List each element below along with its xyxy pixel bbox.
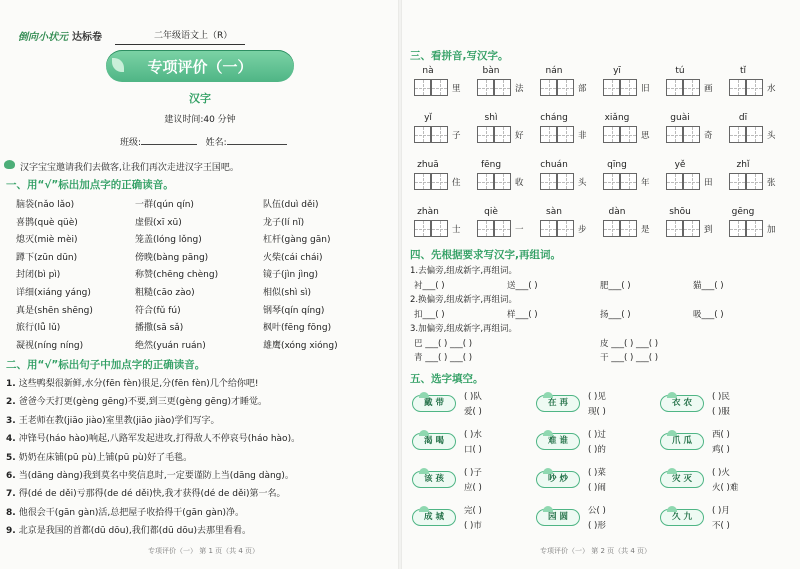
pronunciation-item[interactable]: 封闭(bì pì) [16,270,61,281]
header-line [115,44,245,45]
sentence-item [6,394,267,407]
pronunciation-item[interactable]: 蹲下(zūn dūn) [16,252,78,263]
intro-text: 汉字宝宝邀请我们去做客,让我们再次走进汉字王国吧。 [20,163,239,173]
writing-box[interactable] [557,126,574,143]
question-number: 2. [6,397,16,408]
char-label: 头 [578,178,587,188]
class-label: 班级: [120,138,142,148]
sentence-text[interactable]: 他很会干(gān gàn)活,总把屋子收拾得干(gān gàn)净。 [18,507,245,518]
fill-blank[interactable]: ( )过 [588,430,606,440]
fill-blank[interactable]: ( )菜 [588,468,606,478]
writing-box[interactable] [620,173,637,190]
writing-box[interactable] [683,79,700,96]
logo-subtitle: 达标卷 [72,32,102,43]
pinyin-label: tú [675,66,685,76]
char-label: 年 [641,178,650,188]
sentence-text[interactable]: 王老师在教(jiāo jiào)室里教(jiāo jiào)学们写字。 [18,415,220,426]
writing-box[interactable] [603,220,620,237]
writing-box[interactable] [746,220,763,237]
pronunciation-item[interactable]: 虚假(xī xū) [135,217,182,228]
pronunciation-item[interactable]: 钢琴(qín qíng) [263,305,325,316]
pinyin-label: yǐ [424,113,432,123]
writing-box[interactable] [557,220,574,237]
page-title: 专项评价（一） [147,58,253,76]
pronunciation-item[interactable]: 称赞(chēng chèng) [135,270,219,281]
instruction-text: 3.加偏旁,组成新字,再组词。 [410,324,518,334]
char-label: 一 [515,225,524,235]
char-label: 旧 [641,84,650,94]
word-pair-cloud: 灾 灭 [660,471,704,488]
word-pair-cloud: 在 再 [536,395,580,412]
fill-blank[interactable]: ( )见 [588,392,606,402]
char-label: 里 [452,84,461,94]
section3-title: 三、看拼音,写汉字。 [410,50,509,62]
pinyin-label: zhǐ [736,160,750,170]
pinyin-label: shì [484,113,498,123]
word-pair-cloud: 园 圆 [536,509,580,526]
question-number: 9. [6,526,16,537]
writing-box[interactable] [431,79,448,96]
pronunciation-item[interactable]: 熄灭(miè mèi) [16,235,78,246]
fill-blank[interactable]: 应( ) [464,483,482,493]
pinyin-label: shōu [669,207,691,217]
word-pair-cloud: 成 城 [412,509,456,526]
pinyin-label: zhuā [417,160,439,170]
pinyin-label: chuán [540,160,568,170]
word-blank[interactable]: 送___( ) [507,281,538,291]
writing-box[interactable] [603,173,620,190]
char-label: 张 [767,178,776,188]
pronunciation-item[interactable]: 符合(fǔ fú) [135,305,181,316]
word-pair-cloud: 戴 带 [412,395,456,412]
pronunciation-item[interactable]: 绝然(yuán ruán) [135,340,206,351]
word-blank[interactable]: 扬___( ) [600,310,631,320]
sentence-item [6,505,244,518]
question-number: 3. [6,415,16,426]
char-label: 画 [704,84,713,94]
writing-box[interactable] [431,126,448,143]
writing-box[interactable] [620,126,637,143]
writing-box[interactable] [494,220,511,237]
sentence-text[interactable]: 得(dé de děi)亏那得(de dé děi)快,我才获得(dé de děi)第一名。 [18,489,286,500]
sentence-item [6,450,192,463]
writing-box[interactable] [729,79,746,96]
pinyin-label: xiǎng [604,113,630,123]
writing-box[interactable] [540,126,557,143]
pinyin-label: qiè [484,207,498,217]
writing-box[interactable] [494,79,511,96]
writing-box[interactable] [746,173,763,190]
writing-box[interactable] [557,173,574,190]
sentence-text[interactable]: 当(dāng dàng)我到莫名中奖信息时,一定要谨防上当(dāng dàng)。 [18,471,294,481]
section2-title: 二、用“√”标出句子中加点字的正确读音。 [6,359,206,371]
pronunciation-item[interactable]: 队伍(duì děi) [263,200,319,210]
word-pair-cloud: 吵 炒 [536,471,580,488]
fill-blank[interactable]: ( )市 [464,521,482,531]
writing-box[interactable] [746,79,763,96]
char-label: 部 [578,84,587,94]
pronunciation-item[interactable]: 镜子(jìn jìng) [263,270,319,281]
fill-blank[interactable]: ( )民 [712,392,730,402]
writing-box[interactable] [477,126,494,143]
char-label: 水 [767,84,776,94]
writing-box[interactable] [431,220,448,237]
word-pair-cloud: 渴 喝 [412,433,456,450]
pronunciation-item[interactable]: 笼盖(lóng lǒng) [135,235,202,246]
fill-blank[interactable]: ( )的 [588,445,606,455]
writing-box[interactable] [557,79,574,96]
section1-title: 一、用“√”标出加点字的正确读音。 [6,179,174,191]
writing-box[interactable] [414,173,431,190]
pinyin-label: gēng [731,207,755,217]
fill-blank[interactable]: ( )形 [588,521,606,531]
char-label: 田 [704,178,713,188]
char-label: 法 [515,84,524,94]
question-number: 5. [6,452,16,463]
pinyin-label: zhàn [417,207,439,217]
logo: 倒向小状元 [18,32,68,43]
char-label: 是 [641,225,650,235]
writing-box[interactable] [414,79,431,96]
writing-box[interactable] [414,126,431,143]
word-blank[interactable]: 扣___( ) [414,310,445,320]
char-label: 到 [704,225,713,235]
writing-box[interactable] [666,126,683,143]
fill-blank[interactable]: 火( )难 [712,483,739,493]
word-blank[interactable]: 吸___( ) [693,310,724,320]
pronunciation-item[interactable]: 雄鹰(xóng xióng) [263,340,338,351]
footer-right: 专项评价（一） 第 2 页（共 4 页） [540,547,652,555]
pinyin-label: bàn [482,66,500,76]
char-label: 收 [515,178,524,188]
writing-box[interactable] [477,173,494,190]
fill-blank[interactable]: 公( ) [588,506,606,516]
word-blank[interactable]: 衬___( ) [414,281,445,291]
fill-blank[interactable]: ( )闹 [588,483,606,493]
char-label: 步 [578,225,587,235]
sentence-text[interactable]: 奶奶在床铺(pū pù)上铺(pū pù)好了毛毯。 [18,452,193,463]
instruction-text: 1.去偏旁,组成新字,再组词。 [410,266,518,276]
word-pair-cloud: 衣 农 [660,395,704,412]
pinyin-label: sàn [546,207,562,217]
pinyin-label: nà [422,66,434,76]
pinyin-label: dī [738,113,748,123]
grade-label: 二年级语文上（R） [154,31,233,41]
question-number: 7. [6,489,16,500]
pronunciation-item[interactable]: 火柴(cái chái) [263,252,323,263]
page-fold [398,0,402,569]
pronunciation-item[interactable]: 播撒(sā sǎ) [135,323,184,334]
word-pair-cloud: 难 谁 [536,433,580,450]
word-pair-cloud: 该 孩 [412,471,456,488]
char-label: 加 [767,225,776,235]
word-pair-cloud: 爪 瓜 [660,433,704,450]
word-blank[interactable]: 青 ___( ) ___( ) [414,353,473,363]
footer-left: 专项评价（一） 第 1 页（共 4 页） [148,547,260,555]
sentence-item [6,413,220,426]
pronunciation-item[interactable]: 旅行(lǚ lǔ) [16,323,61,334]
pinyin-label: nán [545,66,563,76]
writing-box[interactable] [683,220,700,237]
char-label: 非 [578,131,587,141]
pronunciation-item[interactable]: 脑袋(nǎo lǎo) [16,200,75,210]
fill-blank[interactable]: 鸡( ) [712,445,730,455]
pronunciation-item[interactable]: 杠杆(gàng gān) [263,235,331,246]
char-label: 住 [452,178,461,188]
char-label: 士 [452,225,461,235]
question-number: 1. [6,379,16,389]
char-label: 思 [641,131,650,141]
pronunciation-item[interactable]: 详细(xiáng yáng) [16,288,91,298]
word-blank[interactable]: 巴 ___( ) ___( ) [414,339,473,349]
pinyin-label: fēng [480,160,502,170]
pinyin-label: yě [674,160,686,170]
fill-blank[interactable]: ( )服 [712,407,730,417]
writing-box[interactable] [666,79,683,96]
page-subtitle: 汉字 [189,92,211,105]
pronunciation-item[interactable]: 凝视(níng níng) [16,340,84,351]
sentence-text[interactable]: 冲锋号(háo hào)响起,八路军发起进攻,打得敌人不停哀号(háo hào)。 [18,434,301,445]
name-label: 姓名: [205,138,227,148]
pinyin-label: cháng [540,113,568,123]
pronunciation-item[interactable]: 龙子(lí nǐ) [263,217,305,228]
pinyin-label: dàn [608,207,626,217]
class-field[interactable] [141,136,197,145]
char-label: 好 [515,131,524,141]
sentence-item [6,431,300,444]
sentence-text[interactable]: 爸爸今天打更(gèng gēng)不要,到三更(gèng gēng)才睡觉。 [18,397,267,408]
name-row [120,135,287,148]
pinyin-label: guài [670,113,690,123]
sentence-item [6,376,258,389]
writing-box[interactable] [620,79,637,96]
writing-box[interactable] [666,220,683,237]
fill-blank[interactable]: 口( ) [464,445,482,455]
writing-box[interactable] [729,220,746,237]
char-label: 奇 [704,131,713,141]
pinyin-label: qīng [607,160,627,170]
writing-box[interactable] [666,173,683,190]
fill-blank[interactable]: ( )月 [712,506,730,516]
char-label: 子 [452,131,461,141]
fill-blank[interactable]: 爱( ) [464,407,482,417]
writing-box[interactable] [729,126,746,143]
fill-blank[interactable]: 不( ) [712,521,730,531]
word-pair-cloud: 久 九 [660,509,704,526]
pronunciation-item[interactable]: 粗糙(cāo zào) [135,288,195,298]
writing-box[interactable] [414,220,431,237]
writing-box[interactable] [431,173,448,190]
fill-blank[interactable]: ( )子 [464,468,482,478]
instruction-text: 2.换偏旁,组成新字,再组词。 [410,295,518,305]
word-blank[interactable]: 皮 ___( ) ___( ) [600,339,659,349]
fill-blank[interactable]: ( )水 [464,430,482,440]
writing-box[interactable] [494,173,511,190]
pronunciation-item[interactable]: 喜鹊(què qüè) [16,217,78,228]
suggested-time: 建议时间:40 分钟 [164,115,236,125]
word-blank[interactable]: 干 ___( ) ___( ) [600,353,659,363]
writing-box[interactable] [603,126,620,143]
pinyin-label: yī [613,66,621,76]
sentence-item [6,523,251,536]
sentence-text[interactable]: 这些鸭梨很新鲜,水分(fēn fèn)很足,分(fēn fèn)几个给你吧! [18,379,259,389]
fill-blank[interactable]: ( )火 [712,468,730,478]
pronunciation-item[interactable]: 相似(shì sì) [263,288,311,298]
question-number: 6. [6,471,16,481]
bird-icon [4,160,15,169]
writing-box[interactable] [620,220,637,237]
writing-box[interactable] [540,79,557,96]
writing-box[interactable] [603,79,620,96]
pronunciation-item[interactable]: 真是(shēn shēng) [16,305,93,316]
writing-box[interactable] [683,173,700,190]
fill-blank[interactable]: 现( ) [588,407,606,417]
fill-blank[interactable]: 完( ) [464,506,482,516]
sentence-item [6,468,294,481]
pronunciation-item[interactable]: 一群(qún qín) [135,200,194,210]
writing-box[interactable] [683,126,700,143]
pinyin-label: tǐ [739,66,747,76]
name-field[interactable] [227,136,287,145]
fill-blank[interactable]: 西( ) [712,430,730,440]
question-number: 8. [6,507,16,518]
sentence-item [6,486,286,499]
writing-box[interactable] [494,126,511,143]
section5-title: 五、选字填空。 [410,373,484,385]
sentence-text[interactable]: 北京是我国的首都(dū dōu),我们都(dū dōu)去那里看看。 [18,526,251,537]
writing-box[interactable] [746,126,763,143]
word-blank[interactable]: 肥___( ) [600,281,631,291]
writing-box[interactable] [729,173,746,190]
section4-title: 四、先根据要求写汉字,再组词。 [410,249,561,261]
writing-box[interactable] [540,220,557,237]
char-label: 头 [767,131,776,141]
writing-box[interactable] [540,173,557,190]
question-number: 4. [6,434,16,445]
writing-box[interactable] [477,220,494,237]
fill-blank[interactable]: ( )队 [464,392,482,402]
word-blank[interactable]: 猫___( ) [693,281,724,291]
word-blank[interactable]: 样___( ) [507,310,538,320]
pronunciation-item[interactable]: 枫叶(fēng fōng) [263,323,332,334]
writing-box[interactable] [477,79,494,96]
pronunciation-item[interactable]: 傍晚(bàng pāng) [135,252,209,263]
